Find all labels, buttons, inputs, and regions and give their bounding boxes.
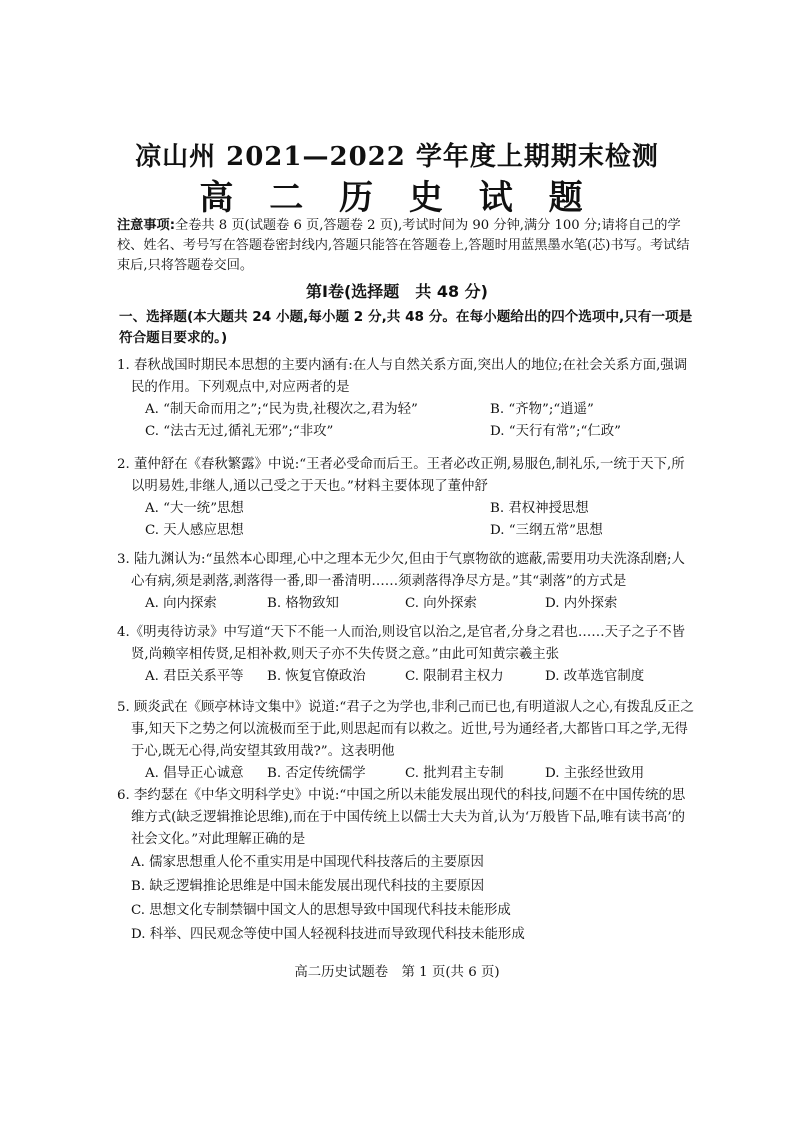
option-b: B. 否定传统儒学 bbox=[267, 766, 366, 781]
question-stem: 5. 顾炎武在《顾亭林诗文集中》说道:“君子之为学也,非利己而已也,有明道淑人之心,有拨乱反正之事,知天下之势之何以流极而至于此,则思起而有以救之。近世,号为通经者,大都皆口耳之学,无得于心,既无心得,尚安望其致用哉?”。这表明他 bbox=[117, 700, 694, 759]
question-stem: 1. 春秋战国时期民本思想的主要内涵有:在人与自然关系方面,突出人的地位;在社会关系方面,强调民的作用。下列观点中,对应两者的是 bbox=[117, 358, 688, 395]
question-2 bbox=[117, 454, 697, 542]
option-a: A. “制天命而用之”;“民为贵,社稷次之,君为轻” bbox=[145, 402, 418, 417]
question-stem: 4.《明夷待访录》中写道“天下不能一人而治,则设官以治之,是官者,分身之君也……天子之子不皆贤,尚赖宰相传贤,足相补救,则天子亦不失传贤之意。”由此可知黄宗羲主张 bbox=[117, 625, 686, 662]
option-d: D. 科举、四民观念等使中国人轻视科技进而导致现代科技未能形成 bbox=[131, 927, 525, 942]
option-c: C. 向外探索 bbox=[405, 596, 477, 611]
question-3 bbox=[117, 549, 697, 615]
option-c: C. 批判君主专制 bbox=[405, 766, 504, 781]
option-c: C. 思想文化专制禁锢中国文人的思想导致中国现代科技未能形成 bbox=[131, 903, 511, 918]
option-row bbox=[145, 593, 697, 615]
option-row bbox=[145, 421, 697, 443]
option-b: B. 君权神授思想 bbox=[490, 501, 589, 516]
question-6 bbox=[117, 785, 697, 947]
option-d: D. “三纲五常”思想 bbox=[490, 523, 603, 538]
exam-notes bbox=[117, 216, 695, 276]
option-a: A. 君臣关系平等 bbox=[145, 669, 244, 684]
option-b: B. 缺乏逻辑推论思维是中国未能发展出现代科技的主要原因 bbox=[131, 879, 485, 894]
option-row bbox=[145, 399, 697, 421]
question-5 bbox=[117, 697, 697, 785]
option-b: B. 格物致知 bbox=[267, 596, 339, 611]
option-c: C. 天人感应思想 bbox=[145, 523, 244, 538]
question-4 bbox=[117, 622, 697, 688]
option-list bbox=[117, 851, 697, 947]
exam-subject-title: 高 二 历 史 试 题 bbox=[199, 178, 595, 218]
option-d: D. 主张经世致用 bbox=[545, 766, 645, 781]
option-row bbox=[145, 498, 697, 520]
question-stem: 2. 董仲舒在《春秋繁露》中说:“王者必受命而后王。王者必改正朔,易服色,制礼乐,一统于天下,所以明易姓,非继人,通以己受之于天也。”材料主要体现了董仲舒 bbox=[117, 457, 685, 494]
question-stem: 3. 陆九渊认为:“虽然本心即理,心中之理本无少欠,但由于气禀物欲的遮蔽,需要用功夫洗涤刮磨;人心有病,须是剥落,剥落得一番,即一番清明……须剥落得净尽方是。”其“剥落”的方式是 bbox=[117, 552, 685, 589]
section-title: 一、选择题(本大题共 24 小题,每小题 2 分,共 48 分。在每小题给出的四个选项中,只有一项是符合题目要求的。) bbox=[119, 309, 693, 346]
page-footer: 高二历史试题卷 第 1 页(共 6 页) bbox=[294, 965, 500, 980]
notes-text: 全卷共 8 页(试题卷 6 页,答题卷 2 页),考试时间为 90 分钟,满分 100 分;请将自己的学校、姓名、考号写在答题卷密封线内,答题只能答在答题卷上,答题时用蓝黑墨水笔(芯)书写。考试结束后,只将答题卷交回。 bbox=[117, 218, 690, 273]
question-1 bbox=[117, 355, 697, 443]
option-c: C. 限制君主权力 bbox=[405, 669, 504, 684]
option-a: A. 倡导正心诚意 bbox=[145, 766, 244, 781]
option-b: B. “齐物”;“逍遥” bbox=[490, 402, 594, 417]
option-b: B. 恢复官僚政治 bbox=[267, 669, 366, 684]
option-row bbox=[145, 666, 697, 688]
option-d: D. 内外探索 bbox=[545, 596, 618, 611]
option-c: C. “法古无过,循礼无邪”;“非攻” bbox=[145, 424, 334, 439]
option-a: A. 儒家思想重人伦不重实用是中国现代科技落后的主要原因 bbox=[131, 855, 484, 870]
option-a: A. 向内探索 bbox=[145, 596, 217, 611]
part-title: 第Ⅰ卷(选择题 共 48 分) bbox=[306, 282, 488, 301]
question-stem: 6. 李约瑟在《中华文明科学史》中说:“中国之所以未能发展出现代的科技,问题不在中国传统的思维方式(缺乏逻辑推论思维),而在于中国传统上以儒士大夫为首,认为‘万般皆下品,唯有读书高’的社会文化。”对此理解正确的是 bbox=[117, 788, 686, 847]
option-d: D. “天行有常”;“仁政” bbox=[490, 424, 622, 439]
exam-title: 凉山州 2021—2022 学年度上期期末检测 bbox=[135, 142, 659, 172]
notes-label: 注意事项: bbox=[117, 218, 176, 233]
option-row bbox=[145, 763, 697, 785]
option-d: D. 改革选官制度 bbox=[545, 669, 645, 684]
option-row bbox=[145, 520, 697, 542]
option-a: A. “大一统”思想 bbox=[145, 501, 244, 516]
